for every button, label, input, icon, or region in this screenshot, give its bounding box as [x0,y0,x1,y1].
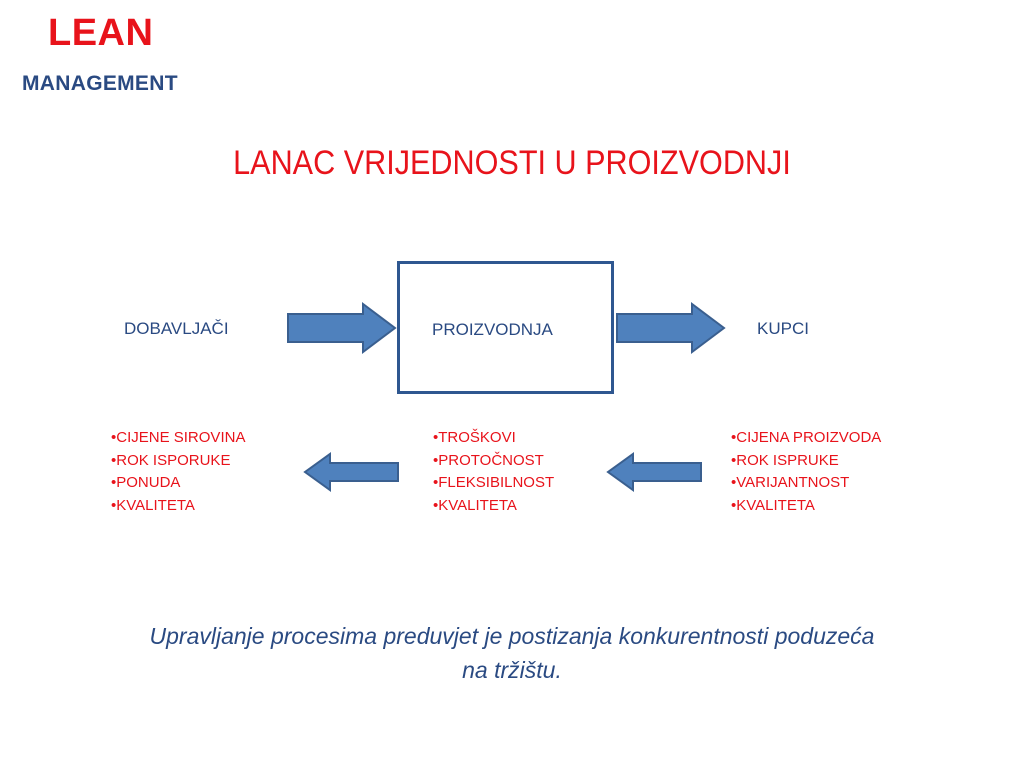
brand-subtitle: MANAGEMENT [22,72,178,95]
production-criteria-list [433,427,554,517]
list-item: •FLEKSIBILNOST [433,474,555,491]
customer-criteria-list [731,427,881,517]
node-production-label: PROIZVODNJA [432,320,553,339]
list-item: •VARIJANTNOST [731,474,850,491]
list-item: •KVALITETA [111,496,195,514]
flow-arrow-right-icon [287,303,397,353]
list-item: •ROK ISPRUKE [731,451,839,469]
list-item: •ROK ISPORUKE [111,451,231,469]
flow-arrow-right-icon [616,303,726,353]
footer-line-2: na tržištu. [462,657,562,683]
feedback-arrow-left-icon [607,453,703,491]
brand-title: LEAN [48,12,154,54]
node-customers-label: KUPCI [757,319,809,338]
list-item: •KVALITETA [731,496,815,514]
supplier-criteria-list [111,427,245,517]
feedback-arrow-left-icon [304,453,400,491]
slide-title: LANAC VRIJEDNOSTI U PROIZVODNJI [233,144,791,182]
list-item: •CIJENE SIROVINA [111,429,246,446]
list-item: •TROŠKOVI [433,429,516,446]
list-item: •KVALITETA [433,496,517,514]
node-suppliers-label: DOBAVLJAČI [124,319,229,338]
list-item: •PROTOČNOST [433,451,544,469]
footer-note [0,619,1024,687]
list-item: •CIJENA PROIZVODA [731,429,882,446]
footer-line-1: Upravljanje procesima preduvjet je postizanja konkurentnosti poduzeća [149,623,875,649]
list-item: •PONUDA [111,474,181,491]
